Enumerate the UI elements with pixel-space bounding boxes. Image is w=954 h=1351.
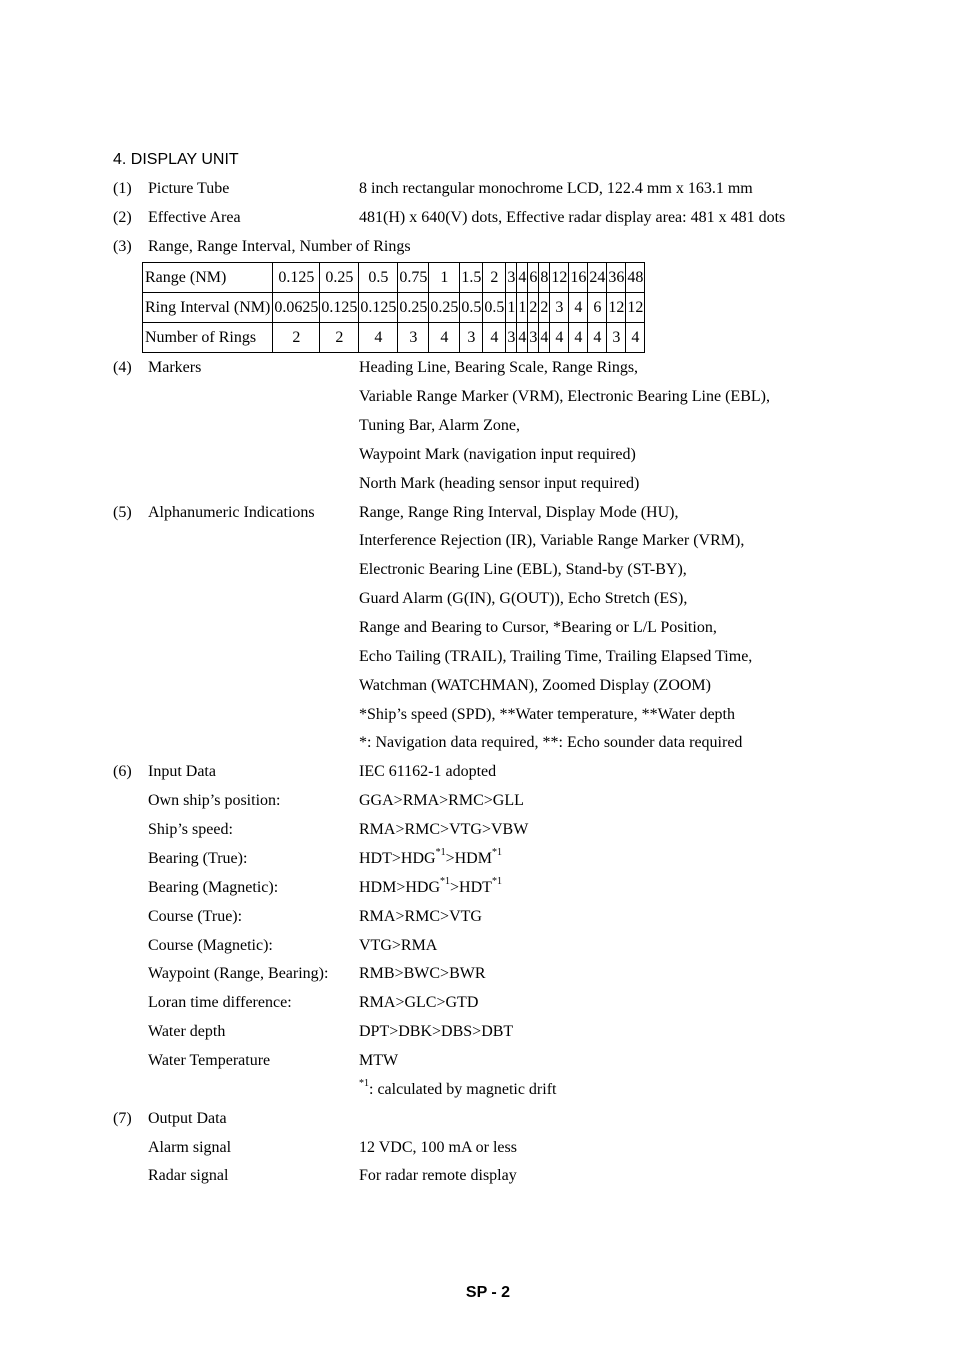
table-cell: 0.25 xyxy=(429,293,460,323)
section-title: 4. DISPLAY UNIT xyxy=(113,151,239,168)
item-value: *Ship’s speed (SPD), **Water temperature, **Water depth xyxy=(359,706,735,723)
table-cell: 2 xyxy=(528,293,539,323)
range-table xyxy=(142,262,645,353)
table-cell: 6 xyxy=(528,263,539,293)
item-value: Tuning Bar, Alarm Zone, xyxy=(359,417,520,434)
table-cell: 12 xyxy=(550,263,569,293)
table-cell: 0.75 xyxy=(398,263,429,293)
row-header: Range (NM) xyxy=(143,263,273,293)
item-label: Input Data xyxy=(148,763,216,780)
table-cell: 1 xyxy=(517,293,528,323)
table-cell: 3 xyxy=(528,323,539,353)
item-value: Waypoint Mark (navigation input required) xyxy=(359,446,636,463)
interval-row xyxy=(143,293,645,323)
table-cell: 16 xyxy=(569,263,588,293)
table-cell: 4 xyxy=(483,323,506,353)
table-cell: 4 xyxy=(626,323,645,353)
item-value: Electronic Bearing Line (EBL), Stand-by (ST-BY), xyxy=(359,561,687,578)
item-number: (4) xyxy=(113,359,132,376)
table-cell: 0.0625 xyxy=(273,293,320,323)
item-value: 481(H) x 640(V) dots, Effective radar display area: 481 x 481 dots xyxy=(359,209,786,226)
item-label: Markers xyxy=(148,359,202,376)
item-label: Range, Range Interval, Number of Rings xyxy=(148,238,411,255)
item-value: IEC 61162-1 adopted xyxy=(359,763,497,780)
table-cell: 3 xyxy=(506,263,517,293)
table-cell: 0.5 xyxy=(483,293,506,323)
item-value: Heading Line, Bearing Scale, Range Rings, xyxy=(359,359,639,376)
item-label: Picture Tube xyxy=(148,180,230,197)
table-cell: 4 xyxy=(517,263,528,293)
table-cell: 4 xyxy=(550,323,569,353)
item-number: (3) xyxy=(113,238,132,255)
table-cell: 0.125 xyxy=(273,263,320,293)
table-cell: 2 xyxy=(539,293,550,323)
table-cell: 0.5 xyxy=(460,293,483,323)
table-cell: 36 xyxy=(607,263,626,293)
item-label: Alphanumeric Indications xyxy=(148,504,315,521)
table-cell: 12 xyxy=(607,293,626,323)
item-value: *: Navigation data required, **: Echo sounder data required xyxy=(359,734,743,751)
table-cell: 4 xyxy=(588,323,607,353)
table-cell: 4 xyxy=(517,323,528,353)
table-cell: 8 xyxy=(539,263,550,293)
table-cell: 1 xyxy=(429,263,460,293)
table-cell: 3 xyxy=(506,323,517,353)
table-cell: 48 xyxy=(626,263,645,293)
table-cell: 12 xyxy=(626,293,645,323)
table-cell: 3 xyxy=(550,293,569,323)
table-cell: 0.125 xyxy=(359,293,398,323)
table-cell: 4 xyxy=(569,323,588,353)
table-cell: 2 xyxy=(273,323,320,353)
table-cell: 0.25 xyxy=(398,293,429,323)
item-number: (1) xyxy=(113,180,132,197)
table-cell: 4 xyxy=(569,293,588,323)
item-value: Watchman (WATCHMAN), Zoomed Display (ZOOM) xyxy=(359,677,711,694)
item-value: North Mark (heading sensor input required) xyxy=(359,475,640,492)
item-value: Guard Alarm (G(IN), G(OUT)), Echo Stretch (ES), xyxy=(359,590,688,607)
table-cell: 0.25 xyxy=(320,263,359,293)
table-cell: 3 xyxy=(460,323,483,353)
item-value: 8 inch rectangular monochrome LCD, 122.4 mm x 163.1 mm xyxy=(359,180,753,197)
item-label: Effective Area xyxy=(148,209,241,226)
item-number: (5) xyxy=(113,504,132,521)
item-number: (7) xyxy=(113,1110,132,1127)
item-value: Echo Tailing (TRAIL), Trailing Time, Trailing Elapsed Time, xyxy=(359,648,753,665)
item-value: Range, Range Ring Interval, Display Mode (HU), xyxy=(359,504,679,521)
item-number: (2) xyxy=(113,209,132,226)
table-cell: 0.125 xyxy=(320,293,359,323)
table-cell: 1 xyxy=(506,293,517,323)
table-cell: 3 xyxy=(607,323,626,353)
item-label: Output Data xyxy=(148,1110,227,1127)
table-cell: 1.5 xyxy=(460,263,483,293)
table-cell: 0.5 xyxy=(359,263,398,293)
table-cell: 24 xyxy=(588,263,607,293)
table-cell: 4 xyxy=(539,323,550,353)
row-header: Ring Interval (NM) xyxy=(143,293,273,323)
page-number: SP - 2 xyxy=(465,1284,511,1301)
rings-row xyxy=(143,323,645,353)
item-value: Variable Range Marker (VRM), Electronic Bearing Line (EBL), xyxy=(359,388,770,405)
table-cell: 6 xyxy=(588,293,607,323)
item-value: Interference Rejection (IR), Variable Range Marker (VRM), xyxy=(359,532,745,549)
range-row xyxy=(143,263,645,293)
table-cell: 4 xyxy=(429,323,460,353)
table-cell: 4 xyxy=(359,323,398,353)
item-number: (6) xyxy=(113,763,132,780)
table-cell: 2 xyxy=(483,263,506,293)
item-value: Range and Bearing to Cursor, *Bearing or L/L Position, xyxy=(359,619,717,636)
row-header: Number of Rings xyxy=(143,323,273,353)
table-cell: 3 xyxy=(398,323,429,353)
table-cell: 2 xyxy=(320,323,359,353)
